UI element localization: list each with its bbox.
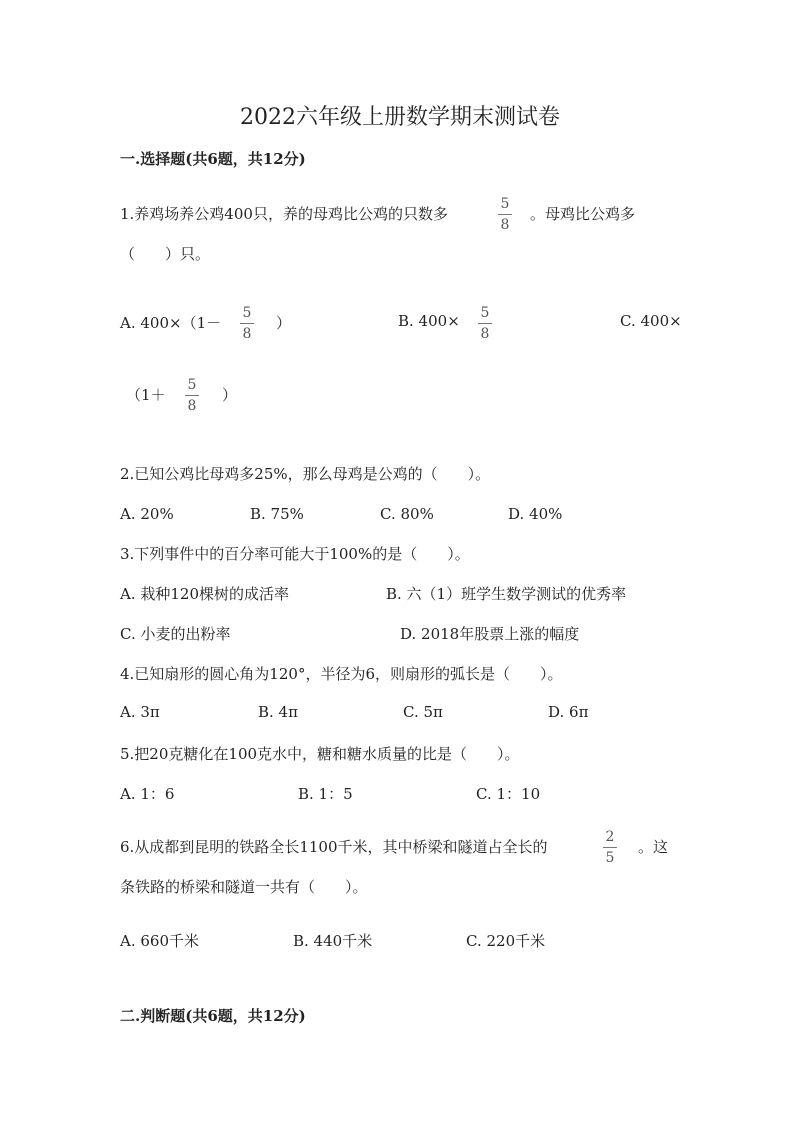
fraction-denominator: 5: [605, 850, 615, 866]
q1-option-b-text: B. 400×: [398, 312, 460, 330]
fraction-5-8: [498, 197, 512, 232]
question-1-stem-line2: （ ）只。: [120, 245, 211, 263]
fraction-bar: [240, 323, 254, 324]
q1-option-c-close: ）: [222, 386, 238, 404]
fraction-denominator: 8: [480, 326, 490, 342]
q4-option-a: A. 3π: [120, 703, 160, 721]
question-6-stem-part2: 。这: [638, 838, 669, 856]
fraction-numerator: 5: [242, 305, 252, 321]
fraction-numerator: 2: [605, 829, 615, 845]
q1-option-a-text: A. 400×（1－: [120, 314, 222, 332]
fraction-denominator: 8: [242, 326, 252, 342]
q3-option-d: D. 2018年股票上涨的幅度: [400, 625, 580, 643]
q6-option-b: B. 440千米: [293, 932, 373, 950]
question-2-stem: 2.已知公鸡比母鸡多25%，那么母鸡是公鸡的（ ）。: [120, 465, 491, 483]
question-5-stem: 5.把20克糖化在100克水中，糖和糖水质量的比是（ ）。: [120, 745, 520, 763]
fraction-numerator: 5: [187, 377, 197, 393]
q1-option-a-close: ）: [276, 314, 292, 332]
fraction-bar: [603, 847, 617, 848]
q5-option-c: C. 1：10: [476, 785, 541, 803]
q2-option-b: B. 75%: [250, 505, 304, 523]
q2-option-d: D. 40%: [508, 505, 563, 523]
q3-option-c: C. 小麦的出粉率: [120, 625, 231, 643]
q1-option-c-fraction: [185, 378, 199, 413]
q5-option-b: B. 1：5: [298, 785, 353, 803]
q2-option-a: A. 20%: [120, 505, 174, 523]
q6-option-a: A. 660千米: [120, 932, 199, 950]
fraction-numerator: 5: [500, 196, 510, 212]
q1-option-b-fraction: [478, 306, 492, 341]
fraction-denominator: 8: [187, 398, 197, 414]
q3-option-a: A. 栽种120棵树的成活率: [120, 585, 289, 603]
fraction-denominator: 8: [500, 217, 510, 233]
fraction-numerator: 5: [480, 305, 490, 321]
q4-option-d: D. 6π: [548, 703, 589, 721]
fraction-bar: [498, 214, 512, 215]
question-1-stem-part1: 1.养鸡场养公鸡400只，养的母鸡比公鸡的只数多: [120, 205, 448, 223]
q4-option-c: C. 5π: [403, 703, 443, 721]
section-heading-choice: 一.选择题(共6题，共12分): [120, 150, 306, 168]
q5-option-a: A. 1：6: [120, 785, 175, 803]
fraction-2-5: [603, 830, 617, 865]
q3-option-b: B. 六（1）班学生数学测试的优秀率: [386, 585, 627, 603]
page-title: 2022六年级上册数学期末测试卷: [240, 105, 560, 130]
q4-option-b: B. 4π: [258, 703, 298, 721]
question-1-stem-part2: 。母鸡比公鸡多: [530, 205, 636, 223]
question-6-stem-part1: 6.从成都到昆明的铁路全长1100千米，其中桥梁和隧道占全长的: [120, 838, 548, 856]
q1-option-c-line2: （1＋: [126, 386, 166, 404]
fraction-bar: [478, 323, 492, 324]
q1-option-a-fraction: [240, 306, 254, 341]
q2-option-c: C. 80%: [380, 505, 434, 523]
question-3-stem: 3.下列事件中的百分率可能大于100%的是（ ）。: [120, 545, 470, 563]
q6-option-c: C. 220千米: [466, 932, 546, 950]
question-4-stem: 4.已知扇形的圆心角为120°，半径为6，则扇形的弧长是（ ）。: [120, 665, 563, 683]
fraction-bar: [185, 395, 199, 396]
question-6-stem-line2: 条铁路的桥梁和隧道一共有（ ）。: [120, 878, 368, 896]
q1-option-c-text: C. 400×: [620, 312, 682, 330]
section-heading-judgement: 二.判断题(共6题，共12分): [120, 1007, 306, 1025]
